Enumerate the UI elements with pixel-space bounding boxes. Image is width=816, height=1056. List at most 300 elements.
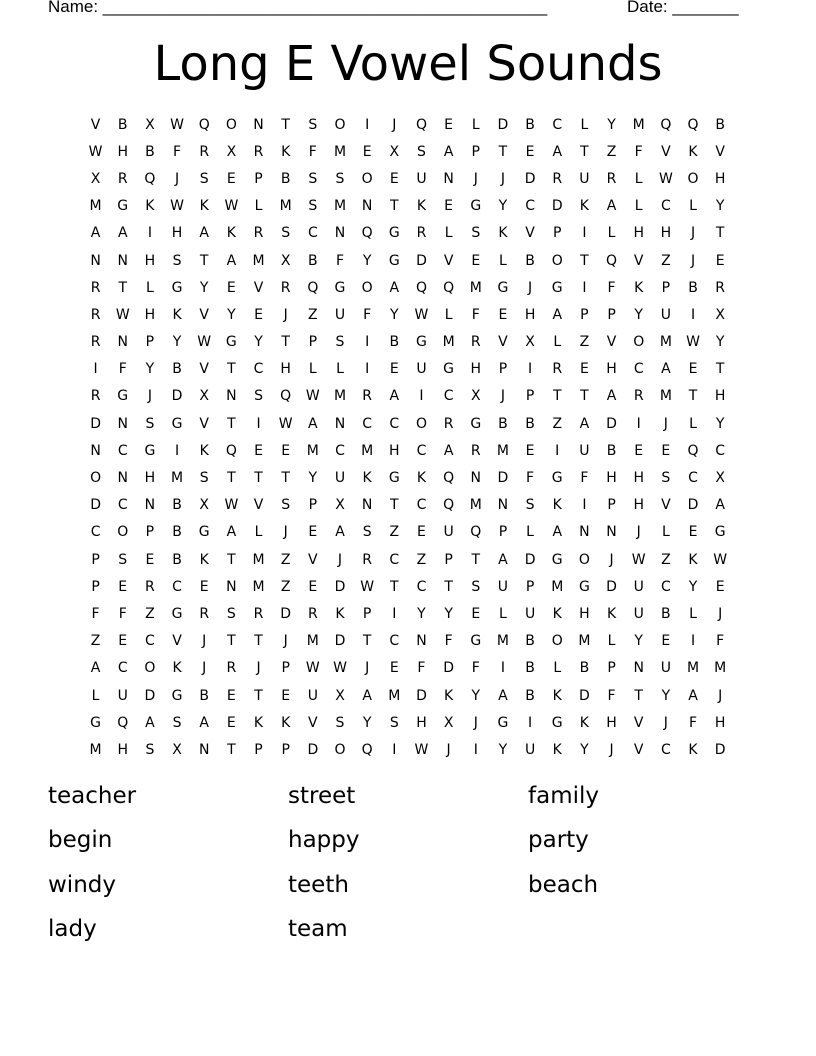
grid-letter: J bbox=[392, 116, 397, 133]
grid-letter: P bbox=[580, 306, 589, 323]
grid-letter: H bbox=[280, 361, 291, 378]
grid-letter: Y bbox=[227, 306, 236, 323]
grid-letter: X bbox=[335, 687, 345, 704]
grid-row bbox=[82, 600, 734, 627]
grid-letter: F bbox=[580, 470, 589, 487]
grid-letter: H bbox=[633, 497, 644, 514]
grid-letter: V bbox=[633, 252, 644, 269]
grid-letter: E bbox=[634, 442, 644, 459]
grid-letter: Y bbox=[308, 470, 318, 487]
grid-letter: P bbox=[254, 170, 263, 187]
grid-letter: W bbox=[88, 143, 103, 160]
grid-letter: Y bbox=[607, 116, 616, 133]
grid-letter: N bbox=[198, 741, 210, 758]
grid-letter: V bbox=[633, 741, 644, 758]
grid-letter: V bbox=[498, 334, 508, 351]
grid-letter: R bbox=[470, 334, 481, 351]
grid-letter: U bbox=[579, 170, 590, 187]
grid-letter: Q bbox=[443, 497, 455, 514]
grid-letter: R bbox=[280, 279, 291, 296]
grid-row bbox=[82, 301, 734, 328]
grid-letter: R bbox=[90, 334, 101, 351]
grid-letter: T bbox=[199, 252, 209, 269]
grid-letter: V bbox=[715, 143, 725, 160]
grid-letter: C bbox=[552, 116, 563, 133]
grid-letter: B bbox=[498, 415, 508, 432]
grid-letter: C bbox=[90, 524, 101, 541]
grid-letter: N bbox=[579, 524, 590, 541]
grid-letter: M bbox=[496, 633, 509, 650]
grid-letter: H bbox=[633, 470, 644, 487]
grid-row bbox=[82, 655, 734, 682]
grid-letter: V bbox=[172, 633, 182, 650]
grid-letter: E bbox=[254, 306, 263, 323]
grid-letter: F bbox=[471, 660, 480, 677]
grid-letter: Q bbox=[280, 388, 292, 405]
grid-letter: K bbox=[688, 741, 698, 758]
grid-letter: L bbox=[607, 633, 616, 650]
word-search-grid bbox=[82, 111, 734, 764]
grid-letter: E bbox=[389, 361, 399, 378]
grid-letter: J bbox=[663, 714, 668, 731]
grid-letter: Y bbox=[688, 578, 698, 595]
grid-letter: B bbox=[172, 524, 182, 541]
grid-letter: T bbox=[552, 388, 562, 405]
grid-letter: D bbox=[90, 415, 101, 432]
grid-letter: I bbox=[582, 279, 587, 296]
grid-letter: P bbox=[498, 524, 508, 541]
grid-letter: C bbox=[389, 551, 400, 568]
grid-letter: W bbox=[360, 578, 375, 595]
grid-letter: X bbox=[715, 306, 725, 323]
grid-letter: H bbox=[714, 388, 726, 405]
grid-letter: M bbox=[252, 252, 265, 269]
grid-letter: H bbox=[524, 306, 536, 323]
grid-letter: B bbox=[606, 442, 617, 459]
word-bank bbox=[48, 778, 768, 955]
grid-letter: H bbox=[579, 605, 590, 622]
grid-letter: P bbox=[525, 578, 535, 595]
grid-letter: E bbox=[715, 578, 725, 595]
grid-letter: E bbox=[226, 687, 236, 704]
grid-letter: A bbox=[362, 687, 372, 704]
grid-letter: G bbox=[497, 714, 509, 731]
grid-letter: R bbox=[199, 143, 210, 160]
grid-letter: X bbox=[525, 334, 535, 351]
grid-letter: L bbox=[308, 361, 317, 378]
grid-letter: C bbox=[633, 361, 644, 378]
grid-letter: E bbox=[715, 252, 725, 269]
grid-letter: G bbox=[334, 279, 346, 296]
grid-letter: C bbox=[416, 497, 427, 514]
grid-letter: W bbox=[658, 170, 673, 187]
grid-letter: E bbox=[308, 578, 318, 595]
grid-letter: Z bbox=[145, 605, 155, 622]
grid-letter: B bbox=[525, 633, 535, 650]
grid-letter: Y bbox=[634, 633, 643, 650]
grid-letter: H bbox=[416, 714, 427, 731]
grid-letter: E bbox=[226, 279, 236, 296]
grid-letter: Q bbox=[443, 279, 455, 296]
grid-letter: C bbox=[660, 198, 671, 215]
grid-letter: R bbox=[253, 605, 264, 622]
grid-letter: W bbox=[278, 415, 293, 432]
grid-letter: M bbox=[659, 334, 672, 351]
grid-letter: P bbox=[498, 361, 508, 378]
grid-letter: S bbox=[335, 334, 345, 351]
grid-letter: K bbox=[579, 714, 589, 731]
grid-letter: Y bbox=[444, 605, 453, 622]
grid-letter: S bbox=[254, 388, 263, 405]
grid-row bbox=[82, 220, 734, 247]
grid-letter: J bbox=[690, 225, 696, 242]
grid-letter: O bbox=[687, 170, 699, 187]
grid-row bbox=[82, 247, 734, 274]
grid-letter: B bbox=[688, 279, 698, 296]
grid-letter: Y bbox=[498, 198, 508, 215]
grid-letter: K bbox=[172, 660, 182, 677]
grid-letter: R bbox=[90, 279, 101, 296]
grid-letter: U bbox=[416, 361, 427, 378]
grid-letter: D bbox=[334, 578, 346, 595]
grid-letter: S bbox=[661, 470, 671, 487]
grid-letter: T bbox=[254, 470, 263, 487]
grid-letter: K bbox=[552, 741, 562, 758]
grid-letter: X bbox=[715, 470, 725, 487]
grid-letter: J bbox=[147, 388, 152, 405]
grid-letter: B bbox=[525, 252, 535, 269]
grid-letter: X bbox=[443, 714, 454, 731]
grid-letter: T bbox=[580, 143, 589, 160]
grid-letter: A bbox=[688, 687, 698, 704]
grid-letter: I bbox=[690, 306, 696, 323]
grid-letter: P bbox=[281, 660, 290, 677]
grid-letter: G bbox=[90, 714, 101, 731]
grid-letter: W bbox=[713, 551, 728, 568]
grid-letter: U bbox=[660, 660, 671, 677]
grid-letter: C bbox=[253, 361, 264, 378]
grid-letter: G bbox=[388, 225, 400, 242]
grid-letter: C bbox=[145, 633, 155, 650]
grid-letter: Z bbox=[389, 524, 400, 541]
grid-letter: H bbox=[470, 361, 482, 378]
grid-letter: Q bbox=[307, 279, 319, 296]
grid-letter: Y bbox=[580, 741, 589, 758]
grid-letter: Y bbox=[390, 306, 399, 323]
grid-letter: P bbox=[91, 578, 100, 595]
grid-letter: A bbox=[335, 524, 345, 541]
grid-letter: N bbox=[470, 470, 481, 487]
grid-letter: N bbox=[226, 388, 237, 405]
grid-letter: G bbox=[551, 551, 563, 568]
grid-letter: U bbox=[660, 306, 671, 323]
grid-letter: R bbox=[226, 660, 237, 677]
grid-letter: U bbox=[579, 442, 590, 459]
grid-letter: A bbox=[90, 660, 101, 677]
grid-letter: T bbox=[227, 551, 236, 568]
grid-letter: M bbox=[333, 143, 347, 160]
grid-row bbox=[82, 573, 734, 600]
grid-letter: A bbox=[579, 415, 590, 432]
grid-row bbox=[82, 165, 734, 192]
grid-letter: M bbox=[714, 660, 727, 677]
grid-letter: E bbox=[226, 714, 236, 731]
grid-letter: K bbox=[281, 714, 291, 731]
grid-row bbox=[82, 138, 734, 165]
grid-letter: L bbox=[689, 605, 697, 622]
grid-letter: I bbox=[365, 116, 370, 133]
grid-letter: N bbox=[90, 252, 101, 269]
grid-letter: F bbox=[118, 361, 127, 378]
grid-letter: E bbox=[145, 551, 155, 568]
grid-letter: G bbox=[171, 687, 183, 704]
grid-letter: J bbox=[256, 660, 261, 677]
grid-letter: A bbox=[606, 388, 617, 405]
grid-letter: Q bbox=[415, 279, 427, 296]
grid-letter: T bbox=[580, 388, 589, 405]
grid-letter: O bbox=[633, 334, 645, 351]
grid-letter: P bbox=[145, 334, 155, 351]
grid-letter: O bbox=[117, 524, 129, 541]
grid-letter: K bbox=[281, 143, 291, 160]
grid-letter: D bbox=[280, 605, 292, 622]
grid-letter: J bbox=[528, 279, 533, 296]
grid-row bbox=[82, 193, 734, 220]
grid-letter: W bbox=[115, 306, 130, 323]
grid-letter: L bbox=[91, 687, 100, 704]
grid-letter: T bbox=[688, 388, 698, 405]
grid-letter: H bbox=[606, 714, 617, 731]
grid-letter: N bbox=[144, 497, 156, 514]
grid-letter: G bbox=[225, 334, 237, 351]
grid-letter: U bbox=[524, 605, 536, 622]
grid-letter: Y bbox=[254, 334, 263, 351]
grid-letter: Z bbox=[552, 415, 563, 432]
grid-letter: P bbox=[362, 605, 372, 622]
grid-letter: B bbox=[525, 415, 535, 432]
grid-letter: L bbox=[471, 116, 480, 133]
grid-letter: T bbox=[498, 143, 508, 160]
grid-letter: X bbox=[90, 170, 101, 187]
grid-letter: S bbox=[335, 170, 345, 187]
grid-letter: P bbox=[308, 497, 318, 514]
grid-letter: L bbox=[526, 524, 534, 541]
grid-letter: G bbox=[551, 714, 563, 731]
grid-letter: M bbox=[306, 442, 319, 459]
grid-letter: G bbox=[388, 470, 400, 487]
grid-letter: C bbox=[525, 198, 535, 215]
grid-letter: K bbox=[606, 605, 617, 622]
grid-letter: Y bbox=[362, 252, 372, 269]
grid-letter: T bbox=[227, 470, 236, 487]
grid-letter: D bbox=[334, 633, 346, 650]
grid-row bbox=[82, 383, 734, 410]
grid-letter: G bbox=[551, 279, 563, 296]
grid-letter: I bbox=[555, 442, 560, 459]
grid-letter: P bbox=[607, 497, 616, 514]
grid-letter: C bbox=[660, 741, 671, 758]
grid-letter: M bbox=[306, 633, 319, 650]
grid-letter: P bbox=[607, 660, 616, 677]
grid-letter: K bbox=[335, 605, 345, 622]
grid-letter: D bbox=[443, 660, 454, 677]
grid-letter: O bbox=[225, 116, 237, 133]
grid-letter: W bbox=[686, 334, 700, 351]
grid-letter: N bbox=[226, 578, 237, 595]
grid-letter: E bbox=[199, 578, 209, 595]
word-list-item: beach bbox=[528, 871, 599, 898]
grid-letter: B bbox=[145, 143, 155, 160]
grid-letter: X bbox=[335, 497, 345, 514]
grid-letter: S bbox=[199, 170, 209, 187]
grid-letter: T bbox=[715, 361, 725, 378]
grid-letter: N bbox=[497, 497, 509, 514]
grid-letter: G bbox=[551, 470, 563, 487]
grid-letter: B bbox=[199, 687, 209, 704]
grid-letter: J bbox=[283, 306, 288, 323]
grid-letter: G bbox=[470, 415, 482, 432]
grid-letter: P bbox=[254, 741, 263, 758]
grid-letter: W bbox=[305, 388, 320, 405]
grid-letter: Q bbox=[225, 442, 237, 459]
grid-letter: L bbox=[634, 170, 643, 187]
grid-letter: S bbox=[417, 143, 426, 160]
grid-letter: J bbox=[174, 170, 180, 187]
grid-letter: H bbox=[389, 442, 400, 459]
grid-letter: M bbox=[89, 741, 102, 758]
grid-letter: Y bbox=[362, 714, 372, 731]
grid-letter: T bbox=[634, 687, 643, 704]
grid-letter: F bbox=[471, 306, 480, 323]
grid-letter: O bbox=[415, 415, 427, 432]
grid-letter: A bbox=[389, 388, 400, 405]
page-title: Long E Vowel Sounds bbox=[153, 36, 663, 92]
grid-letter: D bbox=[144, 687, 156, 704]
grid-letter: J bbox=[365, 660, 370, 677]
grid-letter: S bbox=[308, 198, 318, 215]
grid-letter: T bbox=[281, 470, 290, 487]
grid-letter: I bbox=[365, 334, 370, 351]
grid-letter: T bbox=[390, 578, 399, 595]
grid-letter: G bbox=[470, 633, 482, 650]
grid-letter: Y bbox=[661, 687, 671, 704]
grid-letter: Z bbox=[579, 334, 590, 351]
word-list-item: street bbox=[288, 783, 356, 809]
grid-letter: M bbox=[361, 442, 374, 459]
grid-letter: V bbox=[525, 225, 535, 242]
grid-letter: J bbox=[609, 741, 614, 758]
grid-letter: T bbox=[715, 225, 725, 242]
grid-letter: E bbox=[118, 578, 128, 595]
grid-letter: Z bbox=[661, 252, 671, 269]
grid-letter: U bbox=[633, 578, 644, 595]
grid-letter: U bbox=[307, 687, 318, 704]
grid-row bbox=[82, 410, 734, 437]
grid-letter: A bbox=[443, 442, 454, 459]
grid-letter: E bbox=[471, 252, 481, 269]
grid-letter: I bbox=[528, 714, 533, 731]
grid-row bbox=[82, 709, 734, 736]
grid-letter: M bbox=[333, 388, 347, 405]
grid-letter: T bbox=[227, 633, 236, 650]
grid-letter: Y bbox=[471, 687, 481, 704]
grid-letter: S bbox=[172, 252, 182, 269]
grid-letter: I bbox=[582, 497, 587, 514]
grid-letter: I bbox=[473, 741, 478, 758]
grid-letter: N bbox=[334, 415, 346, 432]
grid-letter: Z bbox=[280, 578, 291, 595]
grid-letter: J bbox=[202, 660, 207, 677]
grid-letter: F bbox=[716, 633, 725, 650]
grid-letter: D bbox=[579, 687, 590, 704]
grid-letter: G bbox=[171, 279, 183, 296]
grid-letter: G bbox=[198, 524, 210, 541]
grid-letter: C bbox=[117, 660, 128, 677]
grid-letter: F bbox=[335, 252, 345, 269]
grid-letter: Y bbox=[199, 279, 209, 296]
grid-letter: C bbox=[117, 497, 128, 514]
grid-letter: Q bbox=[361, 741, 373, 758]
word-list-item: begin bbox=[48, 827, 113, 854]
grid-letter: N bbox=[633, 660, 644, 677]
grid-letter: M bbox=[279, 198, 292, 215]
grid-letter: Z bbox=[90, 633, 101, 650]
grid-letter: K bbox=[416, 470, 427, 487]
grid-letter: K bbox=[199, 551, 209, 568]
grid-letter: M bbox=[89, 198, 102, 215]
grid-letter: C bbox=[443, 388, 454, 405]
grid-letter: V bbox=[253, 279, 264, 296]
grid-letter: K bbox=[362, 470, 372, 487]
grid-letter: E bbox=[688, 524, 698, 541]
grid-letter: E bbox=[226, 170, 236, 187]
grid-letter: A bbox=[715, 497, 725, 514]
grid-letter: Y bbox=[715, 334, 725, 351]
grid-letter: K bbox=[579, 198, 589, 215]
grid-letter: V bbox=[253, 497, 264, 514]
grid-letter: S bbox=[525, 497, 535, 514]
grid-letter: F bbox=[688, 714, 698, 731]
grid-letter: N bbox=[606, 524, 617, 541]
grid-letter: N bbox=[443, 170, 454, 187]
grid-letter: P bbox=[471, 143, 480, 160]
grid-letter: R bbox=[416, 225, 427, 242]
grid-letter: T bbox=[580, 252, 589, 269]
grid-letter: V bbox=[199, 361, 209, 378]
grid-letter: K bbox=[552, 497, 562, 514]
grid-letter: L bbox=[553, 334, 562, 351]
grid-letter: R bbox=[715, 279, 726, 296]
grid-letter: V bbox=[661, 143, 671, 160]
grid-letter: F bbox=[526, 470, 535, 487]
grid-letter: L bbox=[634, 198, 643, 215]
grid-letter: I bbox=[636, 415, 641, 432]
grid-row bbox=[82, 682, 734, 709]
grid-letter: A bbox=[606, 198, 617, 215]
grid-letter: L bbox=[689, 198, 697, 215]
grid-letter: F bbox=[607, 279, 616, 296]
grid-letter: G bbox=[416, 334, 427, 351]
grid-letter: P bbox=[661, 279, 671, 296]
grid-letter: S bbox=[471, 225, 481, 242]
grid-letter: W bbox=[170, 198, 184, 215]
grid-letter: S bbox=[281, 497, 291, 514]
grid-letter: D bbox=[524, 551, 536, 568]
grid-letter: O bbox=[361, 279, 373, 296]
grid-letter: J bbox=[500, 170, 505, 187]
grid-letter: D bbox=[551, 198, 563, 215]
grid-letter: A bbox=[308, 415, 318, 432]
